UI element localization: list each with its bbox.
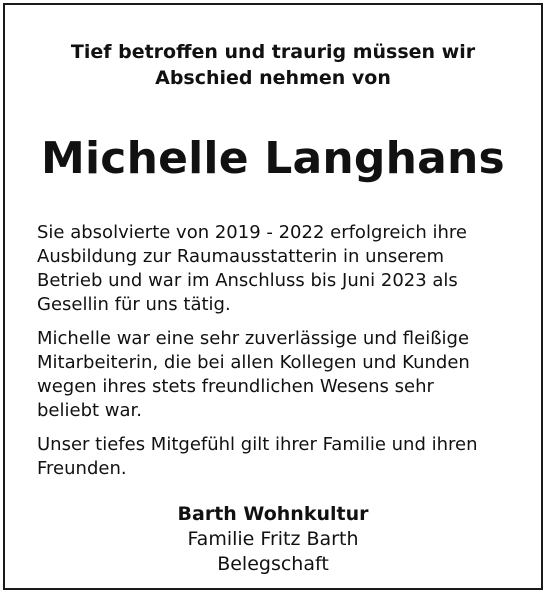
body-line: Mitarbeiterin, die bei allen Kollegen und Kunden bbox=[37, 352, 470, 373]
paragraph-character bbox=[37, 327, 517, 423]
body-line: beliebt war. bbox=[37, 400, 143, 421]
body-line: Michelle war eine sehr zuverlässige und fleißige bbox=[37, 328, 470, 349]
body-line: Ausbildung zur Raumausstatterin in unserem bbox=[37, 246, 444, 267]
body-line: Unser tiefes Mitgefühl gilt ihrer Familie und ihren bbox=[37, 434, 478, 455]
body-line: Gesellin für uns tätig. bbox=[37, 294, 231, 315]
body-line: Sie absolvierte von 2019 - 2022 erfolgreich ihre bbox=[37, 222, 467, 243]
body-line: Betrieb und war im Anschluss bis Juni 2023 als bbox=[37, 270, 458, 291]
body-line: wegen ihres stets freundlichen Wesens sehr bbox=[37, 376, 434, 397]
paragraph-condolence bbox=[37, 433, 517, 481]
signoff bbox=[5, 502, 541, 577]
intro-text bbox=[5, 39, 541, 91]
notice-body bbox=[37, 221, 517, 491]
deceased-name: Michelle Langhans bbox=[41, 133, 505, 184]
intro-line: Tief betroffen und traurig müssen wir bbox=[70, 41, 476, 63]
intro-line: Abschied nehmen von bbox=[155, 67, 391, 89]
paragraph-apprenticeship bbox=[37, 221, 517, 317]
obituary-notice bbox=[3, 3, 543, 590]
body-line: Freunden. bbox=[37, 458, 127, 479]
family-name: Familie Fritz Barth bbox=[187, 528, 359, 550]
staff-label: Belegschaft bbox=[217, 553, 329, 575]
company-name: Barth Wohnkultur bbox=[177, 503, 369, 525]
